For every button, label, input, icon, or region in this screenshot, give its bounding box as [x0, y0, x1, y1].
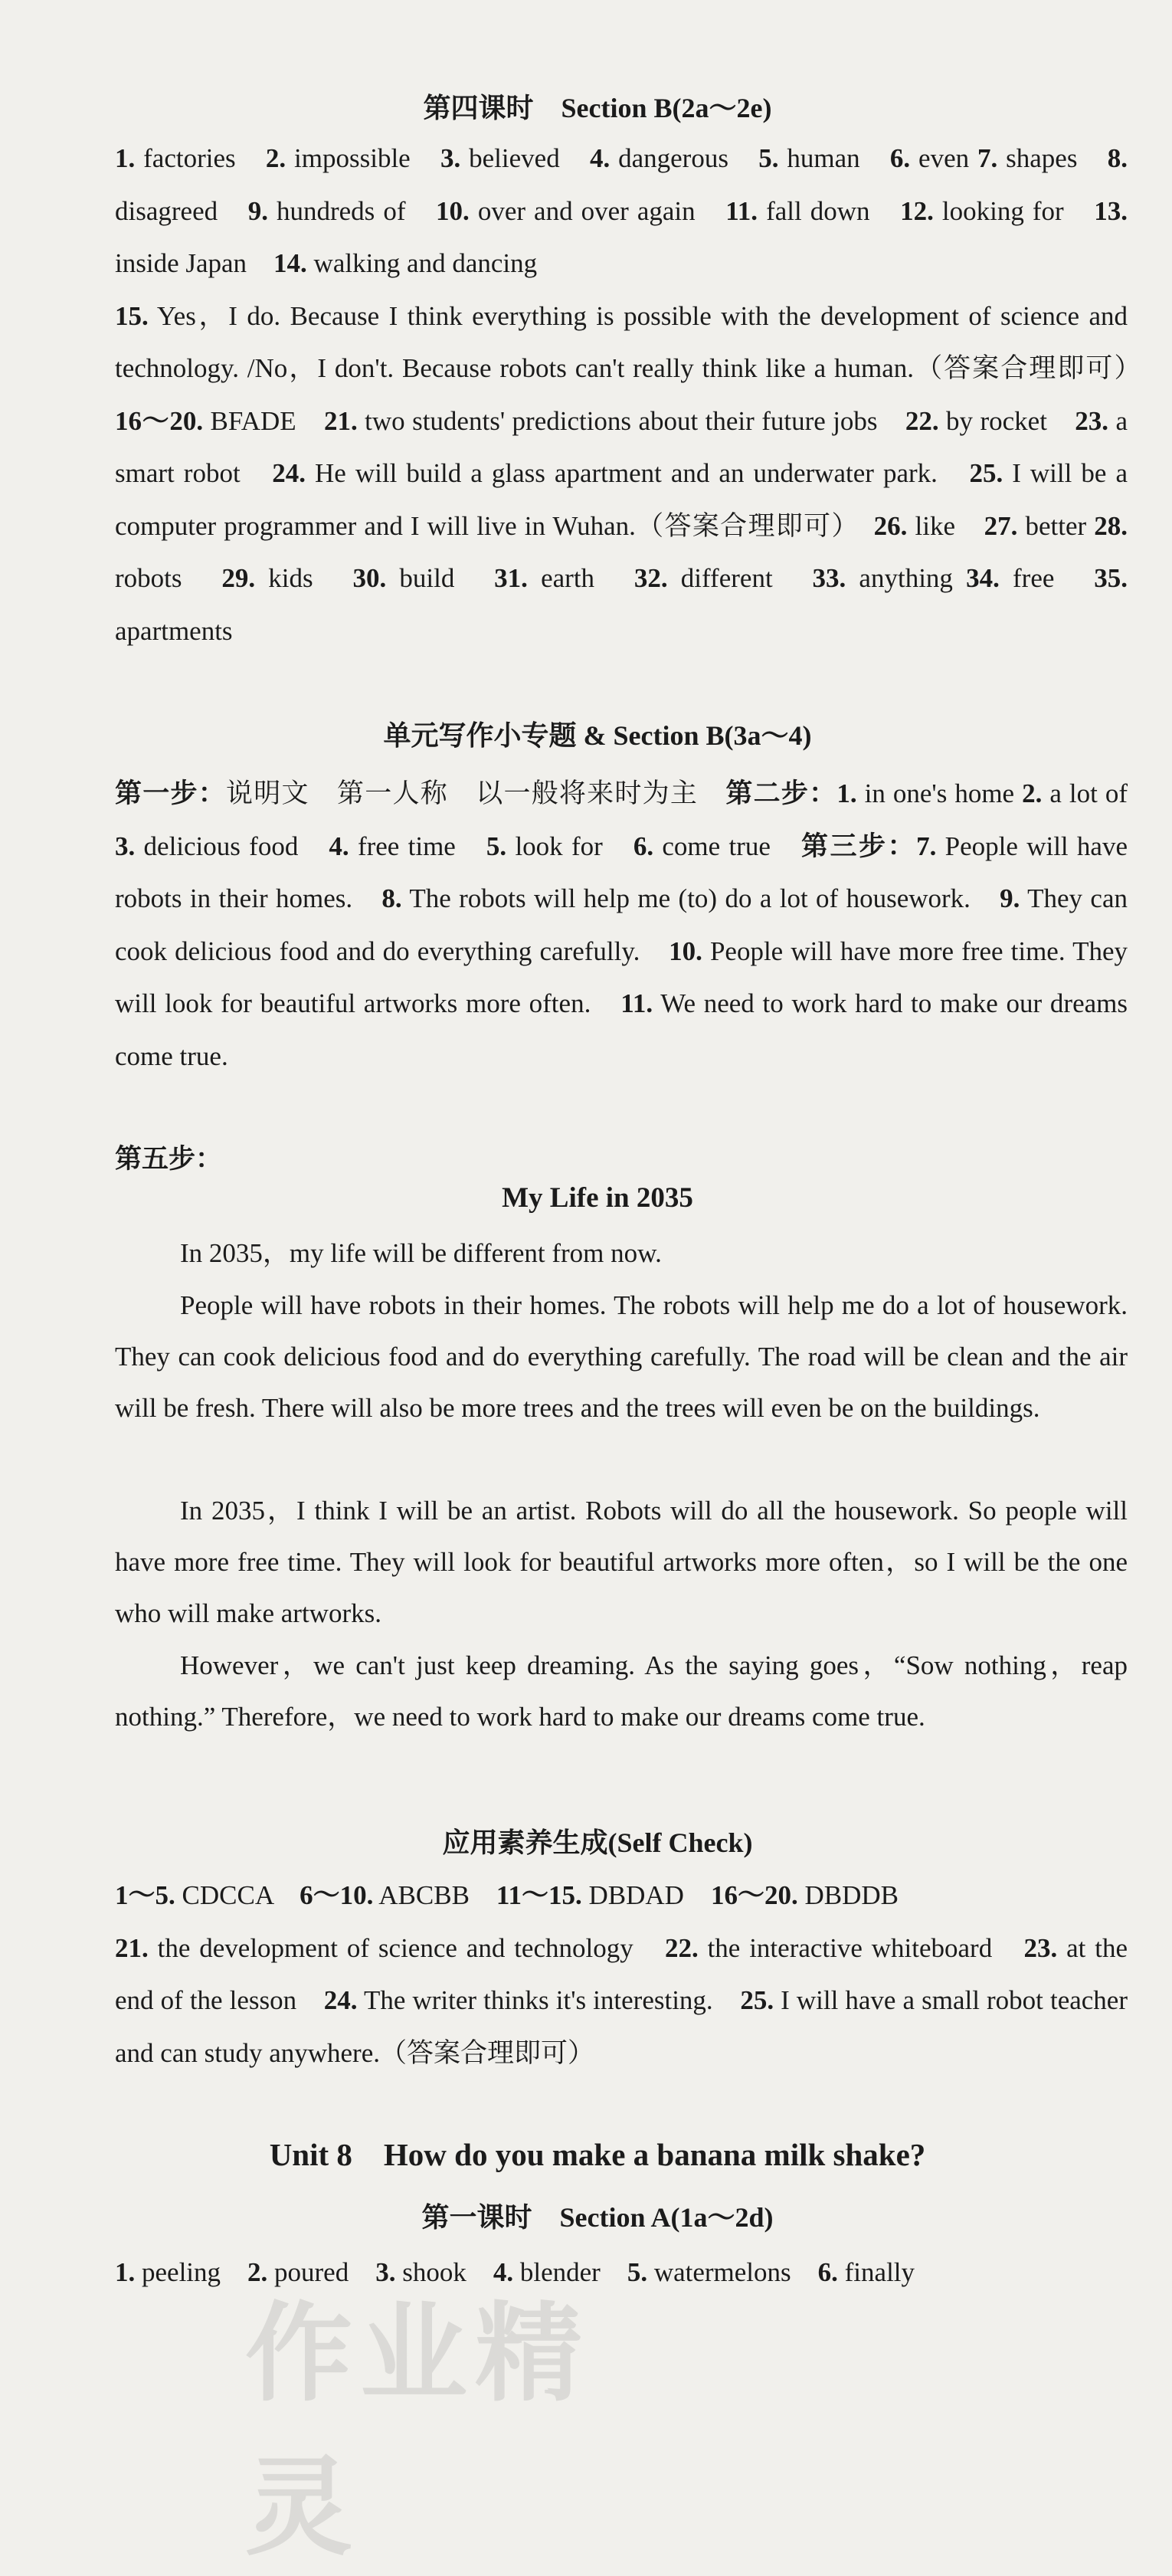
essay-paragraph-2: People will have robots in their homes. The robots will help me do a lot of housework. They can cook delicious food and do everything carefully. The road will be clean and the air will be fresh. There will also be more trees and the trees will even be on the buildings. — [115, 1290, 1128, 1423]
essay-title: My Life in 2035 — [502, 1182, 693, 1214]
watermark-logo: 作业精灵 — [245, 2292, 591, 2571]
unit-title: Unit 8 How do you make a banana milk shake? — [269, 2137, 926, 2172]
essay-paragraph-3: In 2035，I think I will be an artist. Robots will do all the housework. So people will have more free time. They will look for beautiful artworks more often，so I will be the one who will make artworks. — [115, 1496, 1128, 1628]
answers-unit8-lesson1: 1. peeling 2. poured 3. shook 4. blender 5. watermelons 6. finally — [115, 2257, 915, 2287]
section-title-self-check: 应用素养生成(Self Check) — [442, 1827, 753, 1858]
answers-self-check: 1～5. CDCCA 6～10. ABCBB 11～15. DBDAD 16～20. DBDDB 21. the development of science and technology 22. the interactive whiteboard 23. at the end of the lesson 24. The writer thinks it's interesting. 25. I will have a small robot teacher and can study anywhere.（答案合理即可） — [115, 1880, 1128, 2068]
step5-label: 第五步： — [115, 1144, 223, 1174]
section-title-lesson4: 第四课时 Section B(2a～2e) — [423, 93, 772, 123]
answers-writing: 第一步：说明文 第一人称 以一般将来时为主 第二步：1. in one's home 2. a lot of 3. delicious food 4. free time 5. look for 6. come true 第三步：7. People will have robots in their homes. 8. The robots will help me (to) do a lot of housework. 9. They can cook delicious food and do everything carefully. 10. People will have more free time. They will look for beautiful artworks more often. 11. We need to work hard to make our dreams come true. — [115, 778, 1154, 1071]
section-title-writing: 单元写作小专题 & Section B(3a～4) — [383, 720, 812, 751]
answers-lesson4: 1. factories 2. impossible 3. believed 4. dangerous 5. human 6. even 7. shapes 8. disagreed 9. hundreds of 10. over and over again 11. fall down 12. looking for 13. inside Japan 14. walking and dancing 15. Yes，I do. Because I think everything is possible with the development of science and technology. /No，I don't. Because robots can't really think like a human.（答案合理即可） 16～20. BFADE 21. two students' predictions about their future jobs 22. by rocket 23. a smart robot 24. He will build a glass apartment and an underwater park. 25. I will be a computer programmer and I will live in Wuhan.（答案合理即可） 26. like 27. better 28. robots 29. kids 30. build 31. earth 32. different 33. anything 34. free 35. apartments — [115, 143, 1154, 646]
essay-paragraph-4: However，we can't just keep dreaming. As the saying goes，“Sow nothing，reap nothing.” Therefore，we need to work hard to make our dreams come true. — [115, 1650, 1128, 1732]
essay-paragraph-1: In 2035，my life will be different from now. — [180, 1238, 662, 1268]
section-title-unit8-lesson1: 第一课时 Section A(1a～2d) — [421, 2202, 774, 2233]
